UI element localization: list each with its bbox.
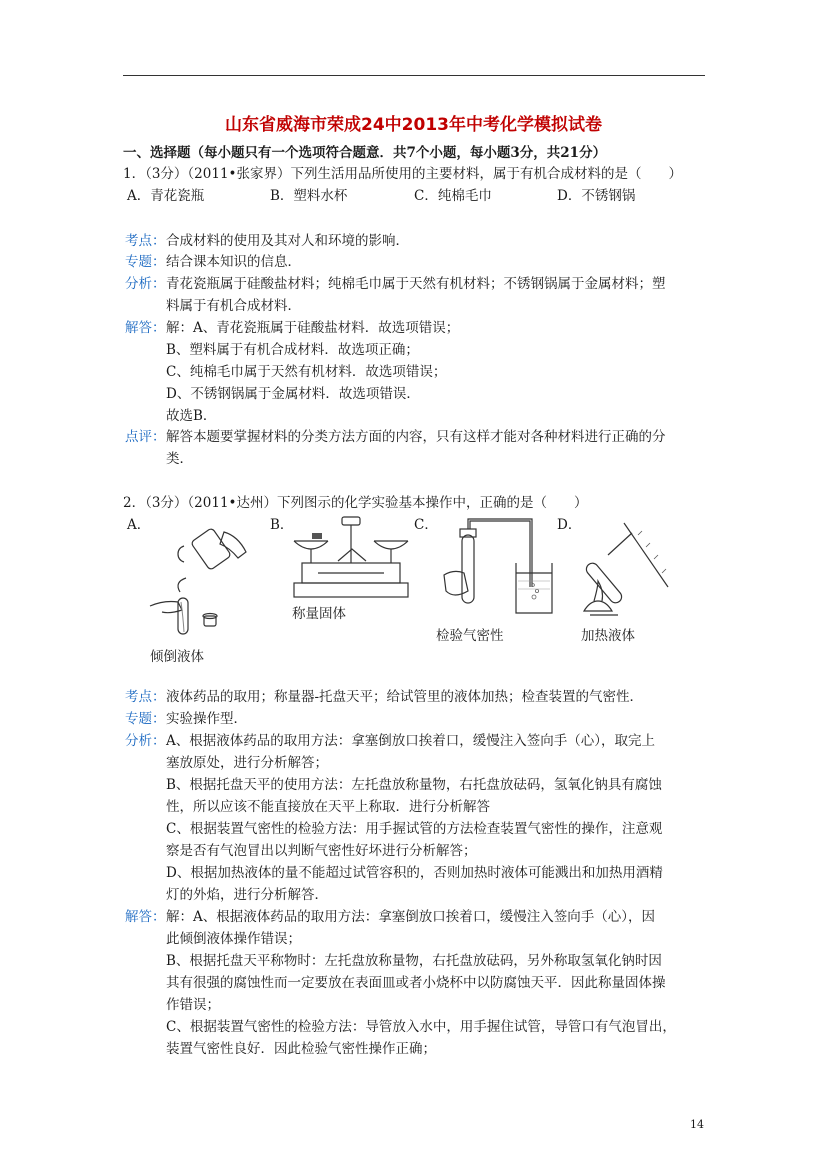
- q1-jieda-tag: 解答：: [125, 320, 166, 336]
- section-heading: 一、选择题（每小题只有一个选项符合题意．共7个小题，每小题3分，共21分）: [123, 145, 607, 161]
- q1-kaodian-tag: 考点：: [125, 233, 166, 249]
- q2-stem: 2．（3分）（2011•达州）下列图示的化学实验基本操作中，正确的是（ ）: [123, 495, 588, 511]
- heating-liquid-figure: [578, 515, 674, 625]
- q1-jieda-line: 解：A、青花瓷瓶属于硅酸盐材料．故选项错误；: [166, 320, 460, 336]
- q1-dianping-line: 解答本题要掌握材料的分类方法方面的内容，只有这样才能对各种材料进行正确的分: [166, 429, 666, 445]
- q2-jieda-line: 作错误；: [166, 997, 220, 1013]
- q1-option-c: C．纯棉毛巾: [414, 188, 492, 204]
- q1-jieda-line: B、塑料属于有机合成材料．故选项正确；: [166, 342, 419, 358]
- q2-option-a-letter: A．: [127, 517, 151, 533]
- q1-zhuanti: 结合课本知识的信息．: [166, 254, 301, 270]
- q2-caption-a: 倾倒液体: [150, 649, 204, 665]
- q2-option-d-letter: D．: [557, 517, 582, 533]
- q2-fenxi-line: C、根据装置气密性的检验方法：用手握试管的方法检查装置气密性的操作，注意观: [166, 821, 663, 837]
- q2-zhuanti-tag: 专题：: [125, 711, 166, 727]
- q2-jieda-line: 装置气密性良好．因此检验气密性操作正确；: [166, 1041, 436, 1057]
- q2-fenxi-line: B、根据托盘天平的使用方法：左托盘放称量物，右托盘放砝码，氢氧化钠具有腐蚀: [166, 777, 662, 793]
- q1-option-a: A．青花瓷瓶: [127, 188, 205, 204]
- pouring-liquid-figure: [140, 522, 260, 642]
- q1-fenxi-line: 料属于有机合成材料．: [166, 298, 301, 314]
- q2-fenxi-line: 灯的外焰，进行分析解答．: [166, 887, 328, 903]
- q2-fenxi-line: D、根据加热液体的量不能超过试管容积的，否则加热时液体可能溅出和加热用酒精: [166, 865, 663, 881]
- q1-jieda-line: C、纯棉毛巾属于天然有机材料．故选项错误；: [166, 364, 447, 380]
- q2-caption-c: 检验气密性: [436, 628, 504, 644]
- q1-jieda-line: D、不锈钢锅属于金属材料．故选项错误．: [166, 386, 420, 402]
- q1-fenxi-tag: 分析：: [125, 276, 166, 292]
- q2-zhuanti: 实验操作型．: [166, 711, 247, 727]
- q2-fenxi-line: 察是否有气泡冒出以判断气密性好坏进行分析解答；: [166, 843, 477, 859]
- q2-option-b-letter: B．: [270, 517, 294, 533]
- q2-kaodian: 液体药品的取用；称量器-托盘天平；给试管里的液体加热；检查装置的气密性．: [166, 689, 644, 705]
- q2-fenxi-line: A、根据液体药品的取用方法：拿塞倒放口挨着口，缓慢注入签向手（心），取完上: [166, 733, 655, 749]
- q2-fenxi-line: 性，所以应该不能直接放在天平上称取．进行分析解答: [166, 799, 490, 815]
- q2-jieda-tag: 解答：: [125, 909, 166, 925]
- q2-jieda-line: 此倾倒液体操作错误；: [166, 931, 301, 947]
- q1-dianping-tag: 点评：: [125, 429, 166, 445]
- q2-fenxi-tag: 分析：: [125, 733, 166, 749]
- page-title: 山东省威海市荣成24中2013年中考化学模拟试卷: [225, 115, 602, 135]
- q1-jieda-line: 故选B．: [166, 408, 217, 424]
- q1-option-d: D．不锈钢锅: [557, 188, 636, 204]
- q2-jieda-line: C、根据装置气密性的检验方法：导管放入水中，用手握住试管，导管口有气泡冒出，: [166, 1019, 676, 1035]
- q1-dianping-line: 类．: [166, 451, 193, 467]
- q2-jieda-line: 解：A、根据液体药品的取用方法：拿塞倒放口挨着口，缓慢注入签向手（心），因: [166, 909, 655, 925]
- q2-fenxi-line: 塞放原处，进行分析解答；: [166, 755, 328, 771]
- q1-option-b: B．塑料水杯: [270, 188, 348, 204]
- q1-zhuanti-tag: 专题：: [125, 254, 166, 270]
- q2-option-c-letter: C．: [414, 517, 438, 533]
- q2-caption-d: 加热液体: [581, 628, 635, 644]
- page-number: 14: [690, 1118, 704, 1131]
- q2-kaodian-tag: 考点：: [125, 689, 166, 705]
- header-rule: [123, 75, 705, 76]
- q2-caption-b: 称量固体: [292, 606, 346, 622]
- q1-kaodian: 合成材料的使用及其对人和环境的影响．: [166, 233, 409, 249]
- q1-fenxi-line: 青花瓷瓶属于硅酸盐材料；纯棉毛巾属于天然有机材料；不锈钢锅属于金属材料；塑: [166, 276, 666, 292]
- q2-jieda-line: 其有很强的腐蚀性而一定要放在表面皿或者小烧杯中以防腐蚀天平．因此称量固体操: [166, 975, 666, 991]
- q1-stem: 1．（3分）（2011•张家界）下列生活用品所使用的主要材料，属于有机合成材料的是（ ）: [123, 166, 682, 182]
- balance-figure: [290, 515, 412, 605]
- airtightness-figure: [440, 515, 560, 625]
- q2-jieda-line: B、根据托盘天平称物时：左托盘放称量物，右托盘放砝码，另外称取氢氧化钠时因: [166, 953, 662, 969]
